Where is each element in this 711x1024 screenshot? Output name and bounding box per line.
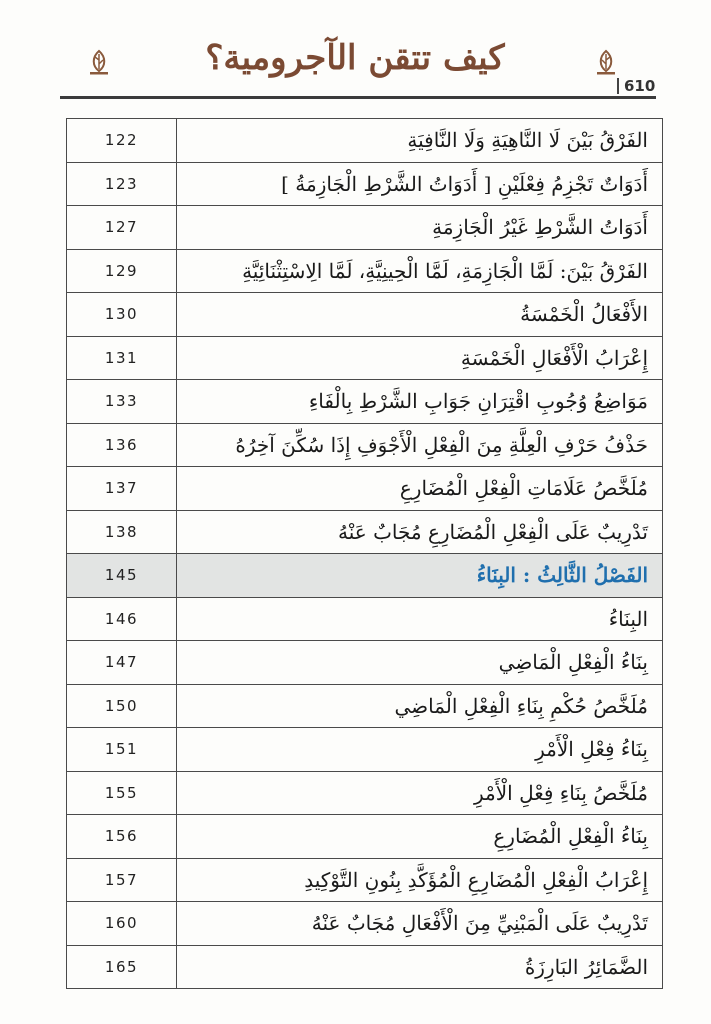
topic-title-cell: الضَّمَائِرُ البَارِزَةُ [177,945,663,989]
table-row [67,684,663,728]
page-number-cell: 151 [67,728,177,772]
topic-title-cell: حَذْفُ حَرْفِ الْعِلَّةِ مِنَ الْفِعْلِ الْأَجْوَفِ إِذَا سُكِّنَ آخِرُهُ [177,423,663,467]
table-row [67,641,663,685]
table-row [67,249,663,293]
table-row [67,815,663,859]
page-number-cell: 129 [67,249,177,293]
topic-title-cell: الأَفْعَالُ الْخَمْسَةُ [177,293,663,337]
topic-title-cell: أَدَوَاتُ الشَّرْطِ غَيْرُ الْجَازِمَةِ [177,206,663,250]
page-number-cell: 127 [67,206,177,250]
page-number-cell: 131 [67,336,177,380]
table-row [67,510,663,554]
topic-title-cell: مَوَاضِعُ وُجُوبِ اقْتِرَانِ جَوَابِ الشَّرْطِ بِالْفَاءِ [177,380,663,424]
page-number-cell: 138 [67,510,177,554]
table-row [67,119,663,163]
page-number-cell: 147 [67,641,177,685]
toc-body [67,119,663,989]
topic-title-cell: مُلَخَّصُ حُكْمِ بِنَاءِ الْفِعْلِ الْمَاضِي [177,684,663,728]
table-row [67,206,663,250]
topic-title-cell: إِعْرَابُ الْأَفْعَالِ الْخَمْسَةِ [177,336,663,380]
topic-title-cell: البِنَاءُ [177,597,663,641]
page-number-cell: 165 [67,945,177,989]
chapter-title-cell: الفَصْلُ الثَّالِثُ : البِنَاءُ [177,554,663,598]
table-row [67,945,663,989]
topic-title-cell: الفَرْقُ بَيْنَ لَا النَّاهِيَةِ وَلَا النَّافِيَةِ [177,119,663,163]
table-row [67,423,663,467]
page-number-cell: 150 [67,684,177,728]
page-number-cell: 137 [67,467,177,511]
table-row [67,902,663,946]
page-number-cell: 160 [67,902,177,946]
page-number-cell: 123 [67,162,177,206]
table-row [67,858,663,902]
topic-title-cell: أَدَوَاتٌ تَجْزِمُ فِعْلَيْنِ [ أَدَوَاتُ الشَّرْطِ الْجَازِمَةُ ] [177,162,663,206]
table-row [67,380,663,424]
page-number-cell: 136 [67,423,177,467]
table-row [67,728,663,772]
topic-title-cell: إِعْرَابُ الْفِعْلِ الْمُضَارِعِ الْمُؤَكَّدِ بِنُونِ التَّوْكِيدِ [177,858,663,902]
topic-title-cell: مُلَخَّصُ عَلَامَاتِ الْفِعْلِ الْمُضَارِعِ [177,467,663,511]
page-number-cell: 156 [67,815,177,859]
header-divider [60,96,656,99]
leaf-ornament-icon [595,48,617,76]
table-row [67,336,663,380]
section-heading-row [67,554,663,598]
table-row [67,467,663,511]
page-number-cell: 157 [67,858,177,902]
topic-title-cell: الفَرْقُ بَيْنَ: لَمَّا الْجَازِمَةِ، لَمَّا الْحِينِيَّةِ، لَمَّا الِاسْتِثْنَائِيَّةِ [177,249,663,293]
topic-title-cell: بِنَاءُ الْفِعْلِ الْمُضَارِعِ [177,815,663,859]
topic-title-cell: تَدْرِيبٌ عَلَى الْفِعْلِ الْمُضَارِعِ مُجَابٌ عَنْهُ [177,510,663,554]
page-number-cell: 146 [67,597,177,641]
table-row [67,771,663,815]
page-number-cell: 145 [67,554,177,598]
table-row [67,597,663,641]
page-number-cell: 155 [67,771,177,815]
page-number-cell: 122 [67,119,177,163]
page-number-cell: 133 [67,380,177,424]
leaf-ornament-icon [88,48,110,76]
table-row [67,293,663,337]
topic-title-cell: بِنَاءُ الْفِعْلِ الْمَاضِي [177,641,663,685]
table-of-contents [66,118,663,989]
topic-title-cell: مُلَخَّصُ بِنَاءِ فِعْلِ الْأَمْرِ [177,771,663,815]
table-row [67,162,663,206]
book-title: كيف تتقن الآجرومية؟ [205,38,505,78]
page-number: 610 [617,78,655,94]
page-number-cell: 130 [67,293,177,337]
topic-title-cell: بِنَاءُ فِعْلِ الْأَمْرِ [177,728,663,772]
topic-title-cell: تَدْرِيبٌ عَلَى الْمَبْنِيِّ مِنَ الْأَفْعَالِ مُجَابٌ عَنْهُ [177,902,663,946]
page-header [0,0,711,100]
